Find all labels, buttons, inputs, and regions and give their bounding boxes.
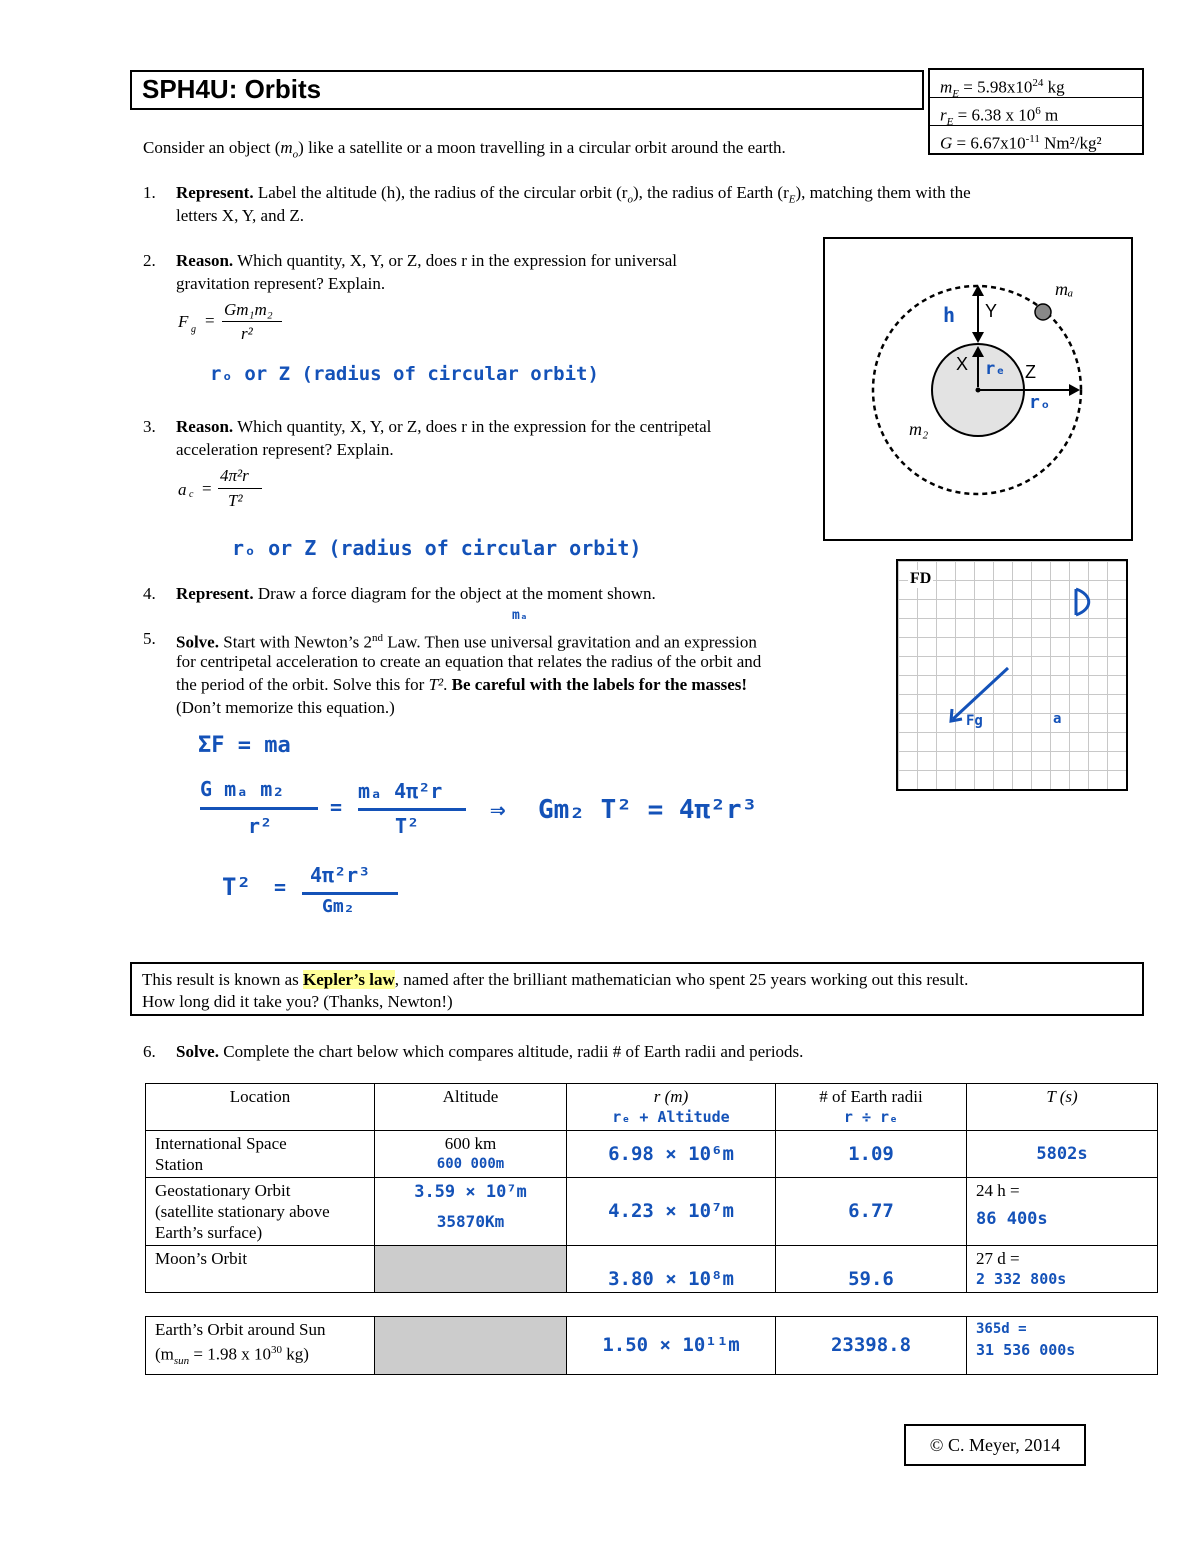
cell-altitude-blank bbox=[375, 1246, 567, 1293]
work-eq4-lhs: T² bbox=[222, 873, 251, 901]
header-radius: r (m) rₑ + Altitude bbox=[567, 1084, 776, 1131]
label-z: Z bbox=[1025, 362, 1036, 382]
q3-answer: rₒ or Z (radius of circular orbit) bbox=[232, 536, 642, 560]
q5-number: 5. bbox=[143, 629, 156, 648]
cell-altitude-blank bbox=[375, 1317, 567, 1375]
cell-earth-radii: 1.09 bbox=[776, 1131, 967, 1178]
header-earth-radii: # of Earth radii r ÷ rₑ bbox=[776, 1084, 967, 1131]
work-eq4-bar bbox=[302, 892, 398, 895]
work-eq3: Gm₂ T² = 4π²r³ bbox=[538, 795, 758, 825]
q2-text-line2: gravitation represent? Explain. bbox=[176, 274, 386, 293]
satellite-mass-a bbox=[1035, 304, 1051, 320]
cell-period: 27 d = 2 332 800s bbox=[967, 1246, 1158, 1293]
cell-radius: 1.50 × 10¹¹m bbox=[567, 1317, 776, 1375]
cell-earth-radii: 6.77 bbox=[776, 1178, 967, 1246]
table-row bbox=[146, 1317, 1158, 1375]
fd-label-fg: Fg bbox=[966, 713, 983, 729]
table-header-row bbox=[146, 1084, 1158, 1131]
q4-text: Represent. Draw a force diagram for the object at the moment shown. bbox=[176, 584, 656, 603]
orbit-diagram bbox=[825, 239, 1131, 539]
header-location: Location bbox=[146, 1084, 375, 1131]
cell-earth-radii: 23398.8 bbox=[776, 1317, 967, 1375]
work-eq2-left-num: G mₐ m₂ bbox=[200, 777, 285, 801]
cell-location: Moon’s Orbit bbox=[146, 1246, 375, 1293]
fd-title: FD bbox=[910, 570, 932, 587]
kepler-line1: This result is known as Kepler’s law, named after the brilliant mathematician who spent 25 years working out this result. bbox=[142, 970, 969, 989]
q4-number: 4. bbox=[143, 584, 156, 603]
q6-number: 6. bbox=[143, 1042, 156, 1061]
table-spacer-row bbox=[146, 1293, 1158, 1317]
q1-text-line2: letters X, Y, and Z. bbox=[176, 206, 304, 225]
cell-radius: 3.80 × 10⁸m bbox=[567, 1246, 776, 1293]
work-eq2-right-den: T² bbox=[395, 814, 420, 838]
constant-gravitational: $G = 6.67x10^{-11}$ Nm²/kg² bbox=[940, 133, 1102, 153]
q2-text: Reason. Which quantity, X, Y, or Z, does r in the expression for universal bbox=[176, 251, 677, 270]
work-eq4-equals: = bbox=[274, 875, 287, 899]
q5-text-line3: the period of the orbit. Solve this for T². Be careful with the labels for the masses! bbox=[176, 675, 748, 694]
work-eq4-num: 4π²r³ bbox=[310, 863, 371, 887]
q1-text: Represent. Label the altitude (h), the radius of the circular orbit $(r_o)$, the radius of Earth $(r_E)$, matching them with the bbox=[176, 183, 971, 206]
cell-period: 365d = 31 536 000s bbox=[967, 1317, 1158, 1375]
q3-number: 3. bbox=[143, 417, 156, 436]
label-re: rₑ bbox=[985, 359, 1006, 379]
work-implies-arrow: ⇒ bbox=[490, 795, 506, 825]
q6-text: Solve. Complete the chart below which compares altitude, radii # of Earth radii and periods. bbox=[176, 1042, 804, 1061]
q5-text-line2: for centripetal acceleration to create an equation that relates the radius of the orbit and bbox=[176, 652, 762, 671]
cell-location: Earth’s Orbit around Sun ($m_{sun} = 1.98$ x $10^{30}$ kg) bbox=[146, 1317, 375, 1375]
label-mb: m₂ bbox=[909, 419, 929, 439]
copyright-box: © C. Meyer, 2014 bbox=[904, 1424, 1086, 1466]
label-h: h bbox=[943, 303, 956, 327]
table-row bbox=[146, 1246, 1158, 1293]
cell-period: 5802s bbox=[967, 1131, 1158, 1178]
constant-earth-radius: $r_E = 6.38$ x $10^6$ m bbox=[930, 98, 1142, 126]
gravity-vector bbox=[953, 668, 1008, 719]
orbit-figure bbox=[823, 237, 1133, 541]
fd-label-a: a bbox=[1053, 711, 1062, 727]
constants-box bbox=[928, 68, 1144, 155]
label-x: X bbox=[956, 354, 969, 374]
cell-earth-radii: 59.6 bbox=[776, 1246, 967, 1293]
direction-marker bbox=[1076, 589, 1089, 615]
force-diagram-grid bbox=[896, 559, 1128, 791]
page-title: SPH4U: Orbits bbox=[142, 74, 322, 104]
q2-answer: rₒ or Z (radius of circular orbit) bbox=[210, 363, 599, 385]
q4-mass-note: mₐ bbox=[512, 608, 528, 623]
work-eq2-right-bar bbox=[358, 808, 466, 811]
cell-altitude: 600 km 600 000m bbox=[375, 1131, 567, 1178]
table-row bbox=[146, 1131, 1158, 1178]
intro-text: Consider an object $(m_o)$ like a satellite or a moon travelling in a circular orbit around the earth. bbox=[143, 138, 786, 161]
q5-text-line4: (Don’t memorize this equation.) bbox=[176, 698, 395, 717]
q2-number: 2. bbox=[143, 251, 156, 270]
q5-text: Solve. Start with Newton’s 2nd Law. Then use universal gravitation and an expression bbox=[176, 632, 757, 652]
constant-earth-mass: $m_E = 5.98x10^{24}$ kg bbox=[930, 70, 1142, 98]
label-y: Y bbox=[985, 301, 998, 321]
q3-text-line2: acceleration represent? Explain. bbox=[176, 440, 394, 459]
kepler-line2: How long did it take you? (Thanks, Newton!) bbox=[142, 992, 453, 1011]
kepler-note-box bbox=[130, 962, 1144, 1016]
fd-vectors bbox=[898, 561, 1126, 789]
header-altitude: Altitude bbox=[375, 1084, 567, 1131]
table-row bbox=[146, 1178, 1158, 1246]
work-eq2-left-den: r² bbox=[248, 814, 273, 838]
label-ro: rₒ bbox=[1029, 392, 1051, 413]
cell-location: Geostationary Orbit (satellite stationary above Earth’s surface) bbox=[146, 1178, 375, 1246]
q1-number: 1. bbox=[143, 183, 156, 202]
header-period: T (s) bbox=[967, 1084, 1158, 1131]
cell-location: International Space Station bbox=[146, 1131, 375, 1178]
work-eq2-equals: = bbox=[330, 795, 343, 819]
orbit-chart-table bbox=[145, 1083, 1158, 1375]
cell-radius: 4.23 × 10⁷m bbox=[567, 1178, 776, 1246]
cell-period: 24 h = 86 400s bbox=[967, 1178, 1158, 1246]
cell-radius: 6.98 × 10⁶m bbox=[567, 1131, 776, 1178]
q3-text: Reason. Which quantity, X, Y, or Z, does r in the expression for the centripetal bbox=[176, 417, 712, 436]
work-eq2-left-bar bbox=[200, 807, 318, 810]
work-newton-law: ΣF = ma bbox=[198, 733, 291, 758]
work-eq2-right-num: mₐ 4π²r bbox=[358, 779, 443, 803]
label-ma: mₐ bbox=[1055, 279, 1074, 299]
cell-altitude: 3.59 × 10⁷m 35870Km bbox=[375, 1178, 567, 1246]
work-eq4-den: Gm₂ bbox=[322, 896, 355, 917]
